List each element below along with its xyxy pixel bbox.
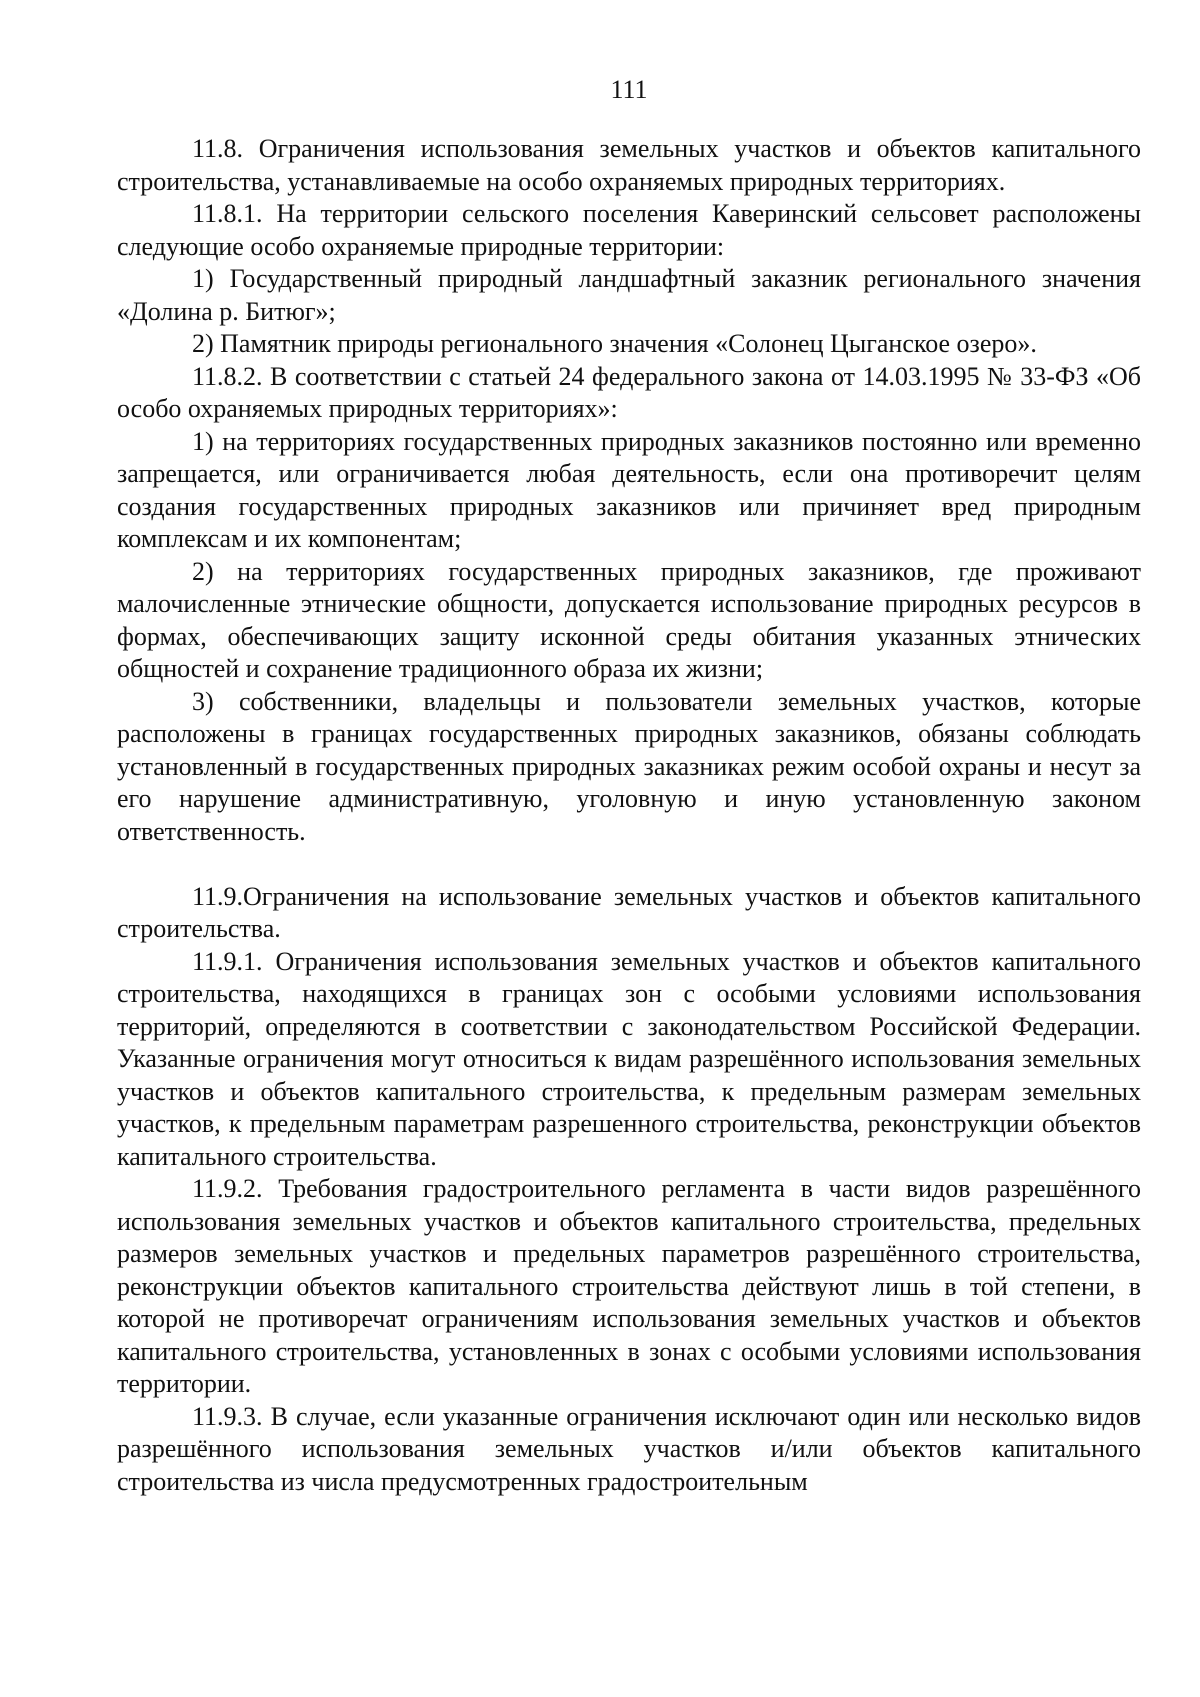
section-gap [117, 848, 1141, 881]
page-number: 111 [610, 75, 648, 104]
clause-11-8-2: 11.8.2. В соответствии с статьей 24 федерального закона от 14.03.1995 № 33-ФЗ «Об особо охраняемых природных территориях»: [117, 361, 1141, 423]
clause-11-9-3: 11.9.3. В случае, если указанные ограничения исключают один или несколько видов разрешённого использования земельных участков и/или объектов капитального строительства из числа предусмотренных градостроительным [117, 1401, 1141, 1496]
clause-11-9-1: 11.9.1. Ограничения использования земельных участков и объектов капитального строительства, находящихся в границах зон с особыми условиями использования территорий, определяются в соответствии с законодательством Российской Федерации. Указанные ограничения могут относиться к видам разрешённого использования земельных участков и объектов капитального строительства, к предельным размерам земельных участков, к предельным параметрам разрешенного строительства, реконструкции объектов капитального строительства. [117, 946, 1141, 1171]
list-item-restriction-3: 3) собственники, владельцы и пользователи земельных участков, которые расположены в границах государственных природных заказников, обязаны соблюдать установленный в государственных природных заказниках режим особой охраны и несут за его нарушение административную, уголовную и иную установленную законом ответственность. [117, 686, 1141, 846]
document-body [117, 133, 1141, 1498]
list-item-reserve: 1) Государственный природный ландшафтный заказник регионального значения «Долина р. Битюг»; [117, 264, 1141, 326]
clause-11-9-2: 11.9.2. Требования градостроительного регламента в части видов разрешённого использования земельных участков и объектов капитального строительства, предельных размеров земельных участков и предельных параметров разрешённого строительства, реконструкции объектов капитального строительства действуют лишь в той степени, в которой не противоречат ограничениям использования земельных участков и объектов капитального строительства, установленных в зонах с особыми условиями использования территории. [117, 1174, 1141, 1398]
section-11-8-heading: 11.8. Ограничения использования земельных участков и объектов капитального строительства, устанавливаемые на особо охраняемых природных территориях. [117, 134, 1141, 196]
clause-11-8-1: 11.8.1. На территории сельского поселения Каверинский сельсовет расположены следующие особо охраняемые природные территории: [117, 199, 1141, 261]
list-item-monument: 2) Памятник природы регионального значения «Солонец Цыганское озеро». [192, 329, 1037, 358]
section-11-9-heading: 11.9.Ограничения на использование земельных участков и объектов капитального строительства. [117, 881, 1141, 943]
list-item-restriction-2: 2) на территориях государственных природных заказников, где проживают малочисленные этнические общности, допускается использование природных ресурсов в формах, обеспечивающих защиту исконной среды обитания указанных этнических общностей и сохранение традиционного образа их жизни; [117, 556, 1141, 683]
list-item-restriction-1: 1) на территориях государственных природных заказников постоянно или временно запрещается, или ограничивается любая деятельность, если она противоречит целям создания государственных природных заказников или причиняет вред природным комплексам и их компонентам; [117, 426, 1141, 553]
